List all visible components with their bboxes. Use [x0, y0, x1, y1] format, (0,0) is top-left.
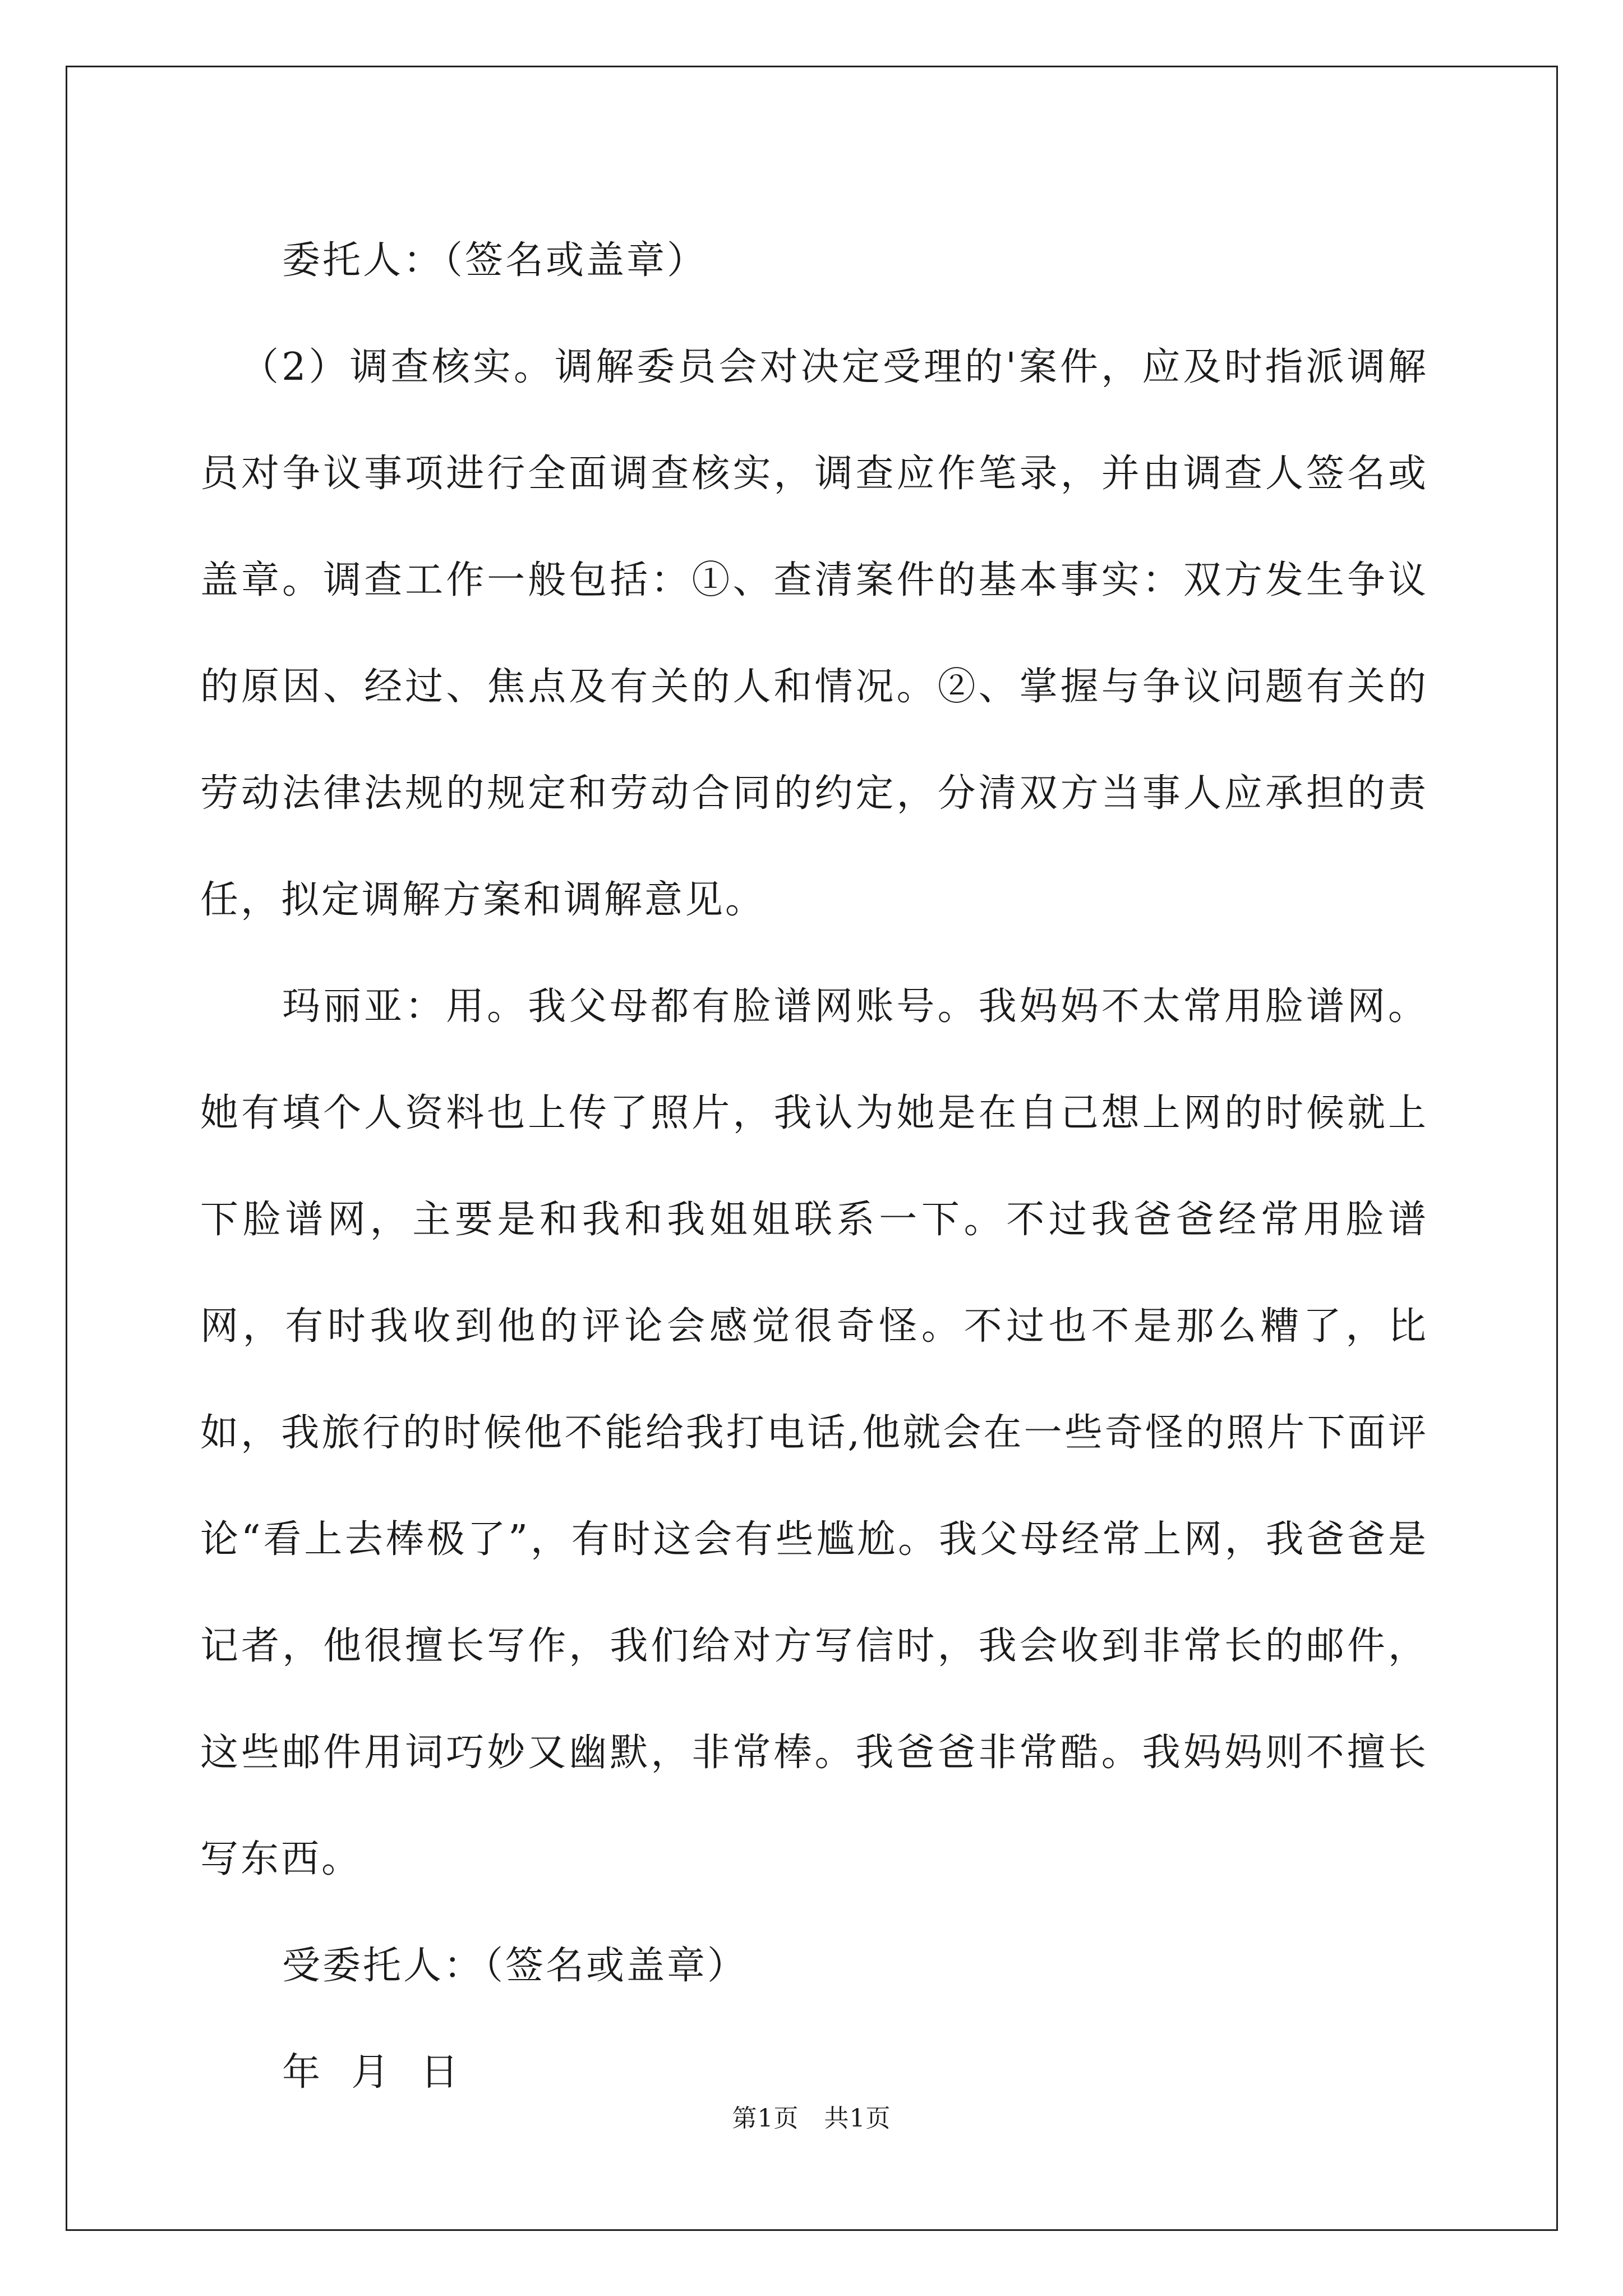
paragraph-principal-signature: 委托人：（签名或盖章）: [282, 238, 708, 283]
paragraph-agent-signature: 受委托人：（签名或盖章）: [282, 1944, 748, 1988]
paragraph-maria-interview: 玛丽亚：用。我父母都有脸谱网账号。我妈妈不太常用脸谱网。她有填个人资料也上传了照片，我认为她是在自己想上网的时候就上下脸谱网，主要是和我和我姐姐联系一下。不过我爸爸经常用脸谱网，有时我收到他的评论会感觉很奇怪。不过也不是那么糟了，比如，我旅行的时候他不能给我打电话,他就会在一些奇怪的照片下面评论“看上去棒极了”，有时这会有些尴尬。我父母经常上网，我爸爸是记者，他很擅长写作，我们给对方写信时，我会收到非常长的邮件，这些邮件用词巧妙又幽默，非常棒。我爸爸非常酷。我妈妈则不擅长写东西。: [200, 984, 1428, 1881]
document-body: [200, 208, 1428, 2126]
page-number-footer: 第1页 共1页: [732, 2104, 891, 2133]
paragraph-investigation: （2）调查核实。调解委员会对决定受理的'案件，应及时指派调解员对争议事项进行全面调查核实，调查应作笔录，并由调查人签名或盖章。调查工作一般包括：①、查清案件的基本事实：双方发生争议的原因、经过、焦点及有关的人和情况。②、掌握与争议问题有关的劳动法律法规的规定和劳动合同的约定，分清双方当事人应承担的责任，拟定调解方案和调解意见。: [200, 345, 1428, 922]
paragraph-date: 年 月 日: [282, 2050, 461, 2095]
